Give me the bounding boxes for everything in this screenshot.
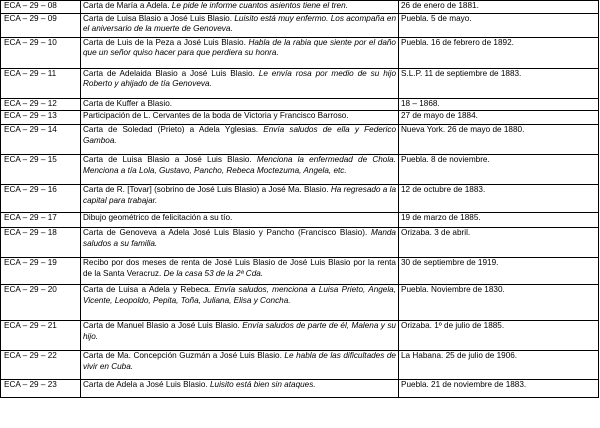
catalog-body [1,1,599,398]
item-description [81,258,399,285]
item-code: ECA – 29 – 20 [1,285,81,321]
description-text: Carta de Adelaida Blasio a José Luis Blasio. [83,68,255,78]
item-place-date: S.L.P. 11 de septiembre de 1883. [399,68,599,98]
table-row [1,213,599,228]
table-row [1,111,599,125]
item-description [81,155,399,185]
table-row [1,380,599,398]
description-note: Manda saludos a su familia. [83,228,396,248]
description-text: Carta de Luisa Blasio a José Luis Blasio. [83,155,252,165]
description-text: Carta de R. [Tovar] (sobrino de José Luis Blasio) a José Ma. Blasio. [83,185,329,195]
description-text: Recibo por dos meses de renta de José Luis Blasio de José Luis Blasio por la renta de la Santa Veracruz. [83,258,396,278]
item-code: ECA – 29 – 17 [1,213,81,228]
item-description [81,68,399,98]
item-description [81,285,399,321]
table-row [1,37,599,68]
item-place-date: Orizaba. 3 de abril. [399,228,599,258]
description-text: Carta de Kuffer a Blasio. [83,98,173,108]
item-code: ECA – 29 – 13 [1,111,81,125]
table-row [1,228,599,258]
table-row [1,351,599,380]
description-text: Carta de Genoveva a Adela José Luis Blasio y Pancho (Francisco Blasio). [83,228,368,238]
item-description [81,13,399,37]
description-note: De la casa 53 de la 2ª Cda. [163,268,264,278]
item-code: ECA – 29 – 14 [1,125,81,155]
description-note: Luisito está muy enfermo. Los acompaña en el aniversario de la muerte de Genoveva. [83,13,396,34]
item-code: ECA – 29 – 11 [1,68,81,98]
table-row [1,68,599,98]
item-description [81,185,399,213]
table-row [1,321,599,351]
description-text: Carta de Luisa a Adela y Rebeca. [83,285,211,295]
item-code: ECA – 29 – 19 [1,258,81,285]
description-text: Carta de Luis de la Peza a José Luis Blasio. [83,37,246,47]
description-text: Dibujo geométrico de felicitación a su tío. [83,213,233,223]
table-row [1,13,599,37]
item-code: ECA – 29 – 15 [1,155,81,185]
description-note: Envía saludos de ella y Federico Gamboa. [83,125,396,145]
item-place-date: 19 de marzo de 1885. [399,213,599,228]
table-row [1,155,599,185]
item-description [81,111,399,125]
item-description [81,228,399,258]
description-note: Envía saludos de parte de él, Malena y su hijo. [83,321,396,341]
item-description [81,1,399,14]
description-note: Envía saludos, menciona a Luisa Prieto, Angela, Vicente, Leopoldo, Pepita, Toña, Juliana, Elisa y Concha. [83,285,397,305]
item-code: ECA – 29 – 18 [1,228,81,258]
item-place-date: Nueva York. 26 de mayo de 1880. [399,125,599,155]
item-place-date: Puebla. 5 de mayo. [399,13,599,37]
item-place-date: Puebla. 8 de noviembre. [399,155,599,185]
table-row [1,185,599,213]
item-code: ECA – 29 – 23 [1,380,81,398]
item-place-date: Orizaba. 1º de julio de 1885. [399,321,599,351]
description-text: Carta de Manuel Blasio a José Luis Blasio. [83,321,240,331]
item-description [81,37,399,68]
table-row [1,98,599,111]
table-row [1,125,599,155]
item-description [81,213,399,228]
item-place-date: Puebla. 21 de noviembre de 1883. [399,380,599,398]
item-code: ECA – 29 – 16 [1,185,81,213]
description-note: Ha regresado a la capital para trabajar. [83,185,396,205]
item-place-date: La Habana. 25 de julio de 1906. [399,351,599,380]
item-code: ECA – 29 – 08 [1,1,81,14]
item-place-date: 12 de octubre de 1883. [399,185,599,213]
item-place-date: 27 de mayo de 1884. [399,111,599,125]
description-note: Le pide le informe cuantos asientos tiene el tren. [171,1,348,10]
item-place-date: Puebla. Noviembre de 1830. [399,285,599,321]
description-text: Carta de Soledad (Prieto) a Adela Yglesias. [83,125,259,135]
item-description [81,125,399,155]
description-note: Habla de la rabia que siente por el daño que un señor quiso hacer para que perdiera su honra. [83,37,396,58]
table-row [1,1,599,14]
item-place-date: Puebla. 16 de febrero de 1892. [399,37,599,68]
description-note: Le envía rosa por medio de su hijo Roberto y ahijado de tía Genoveva. [83,68,396,89]
description-text: Participación de L. Cervantes de la boda de Victoria y Francisco Barroso. [83,111,349,121]
description-text: Carta de Luisa Blasio a José Luis Blasio. [83,13,232,23]
description-text: Carta de Ma. Concepción Guzmán a José Luis Blasio. [83,351,282,361]
item-place-date: 30 de septiembre de 1919. [399,258,599,285]
table-row [1,285,599,321]
item-description [81,380,399,398]
table-row [1,258,599,285]
item-code: ECA – 29 – 12 [1,98,81,111]
item-code: ECA – 29 – 21 [1,321,81,351]
description-note: Menciona la enfermedad de Chola. Menciona a tía Lola, Gustavo, Pancho, Rebeca Moctezuma, Angela, etc. [83,155,396,175]
description-note: Le habla de las dificultades de vivir en Cuba. [83,351,396,371]
item-code: ECA – 29 – 10 [1,37,81,68]
item-place-date: 26 de enero de 1881. [399,1,599,14]
item-code: ECA – 29 – 09 [1,13,81,37]
description-text: Carta de María a Adela. [83,1,170,10]
description-note: Luisito está bien sin ataques. [210,380,316,390]
item-code: ECA – 29 – 22 [1,351,81,380]
item-description [81,98,399,111]
item-description [81,321,399,351]
item-description [81,351,399,380]
description-text: Carta de Adela a José Luis Blasio. [83,380,208,390]
item-place-date: 18 – 1868. [399,98,599,111]
